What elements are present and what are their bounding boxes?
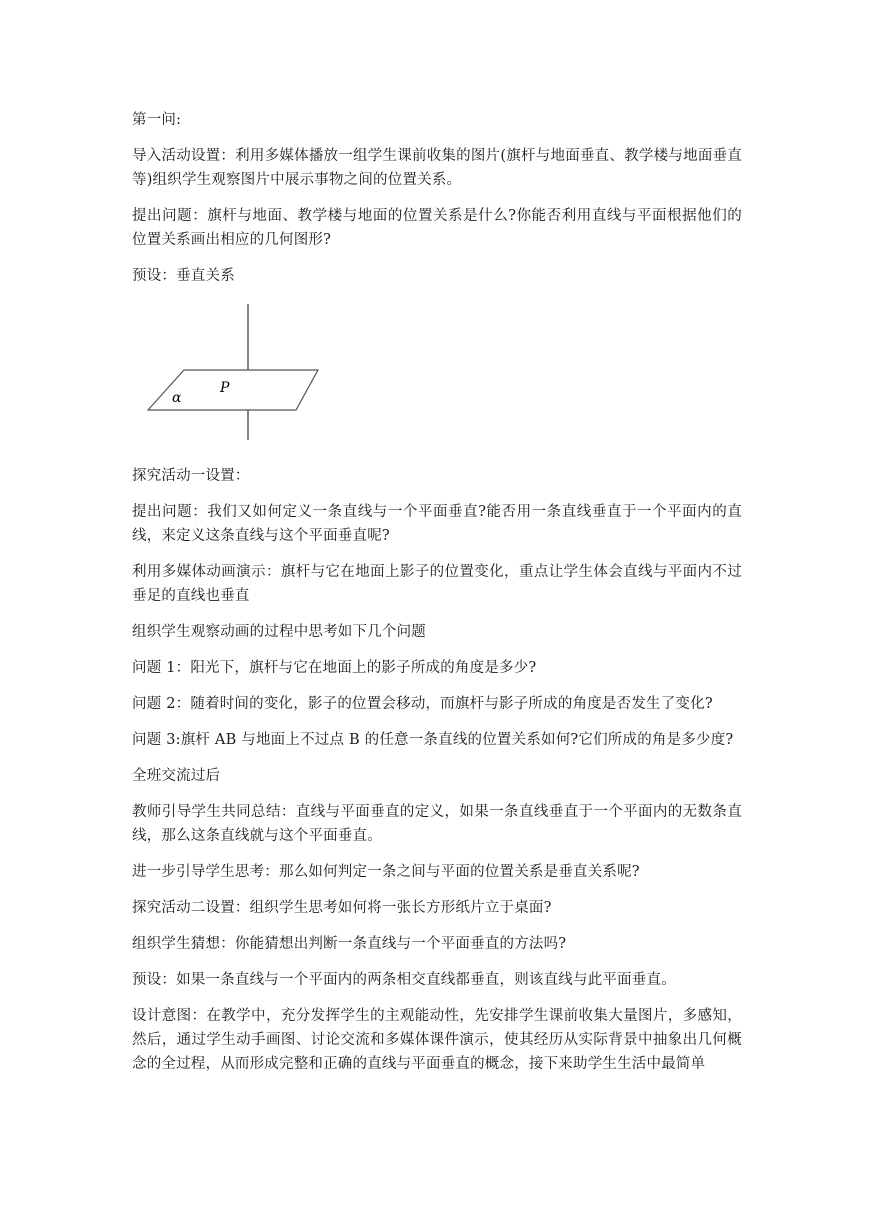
paragraph-2: 导入活动设置：利用多媒体播放一组学生课前收集的图片(旗杆与地面垂直、教学楼与地面垂直等)组织学生观察图片中展示事物之间的位置关系。 [132, 148, 742, 188]
paragraph-11: 问题 3:旗杆 AB 与地面上不过点 B 的任意一条直线的位置关系如何?它们所成的角是多少度? [132, 732, 734, 748]
figure-svg [140, 300, 320, 450]
paragraph-17: 预设：如果一条直线与一个平面内的两条相交直线都垂直，则该直线与此平面垂直。 [132, 972, 676, 988]
paragraph-8: 组织学生观察动画的过程中思考如下几个问题 [132, 624, 426, 640]
paragraph-7: 利用多媒体动画演示：旗杆与它在地面上影子的位置变化，重点让学生体会直线与平面内不过垂足的直线也垂直 [132, 564, 742, 604]
paragraph-16: 组织学生猜想：你能猜想出判断一条直线与一个平面垂直的方法吗? [132, 936, 567, 952]
paragraph-4: 预设：垂直关系 [132, 268, 235, 284]
paragraph-3: 提出问题：旗杆与地面、教学楼与地面的位置关系是什么?你能否利用直线与平面根据他们的位置关系画出相应的几何图形? [132, 208, 742, 248]
paragraph-12: 全班交流过后 [132, 768, 221, 784]
line-perpendicular-plane-figure [140, 300, 320, 450]
paragraph-15: 探究活动二设置：组织学生思考如何将一张长方形纸片立于桌面? [132, 900, 552, 916]
paragraph-9: 问题 1：阳光下，旗杆与它在地面上的影子所成的角度是多少? [132, 660, 537, 676]
paragraph-13: 教师引导学生共同总结：直线与平面垂直的定义，如果一条直线垂直于一个平面内的无数条直线，那么这条直线就与这个平面垂直。 [132, 804, 742, 844]
paragraph-1: 第一问: [132, 112, 182, 128]
paragraph-18: 设计意图：在教学中，充分发挥学生的主观能动性，先安排学生课前收集大量图片，多感知，然后，通过学生动手画图、讨论交流和多媒体课件演示，使其经历从实际背景中抽象出几何概念的全过程，从而形成完整和正确的直线与平面垂直的概念，接下来助学生生活中最简单 [132, 1008, 742, 1072]
paragraph-14: 进一步引导学生思考：那么如何判定一条之间与平面的位置关系是垂直关系呢? [132, 864, 640, 880]
plane-label-alpha: α [172, 390, 182, 406]
document-body [132, 108, 742, 1088]
paragraph-6: 提出问题：我们又如何定义一条直线与一个平面垂直?能否用一条直线垂直于一个平面内的直线，来定义这条直线与这个平面垂直呢? [132, 504, 742, 544]
point-label-p: P [220, 380, 230, 396]
paragraph-5: 探究活动一设置： [132, 468, 250, 484]
paragraph-10: 问题 2：随着时间的变化，影子的位置会移动，而旗杆与影子所成的角度是否发生了变化? [132, 696, 713, 712]
